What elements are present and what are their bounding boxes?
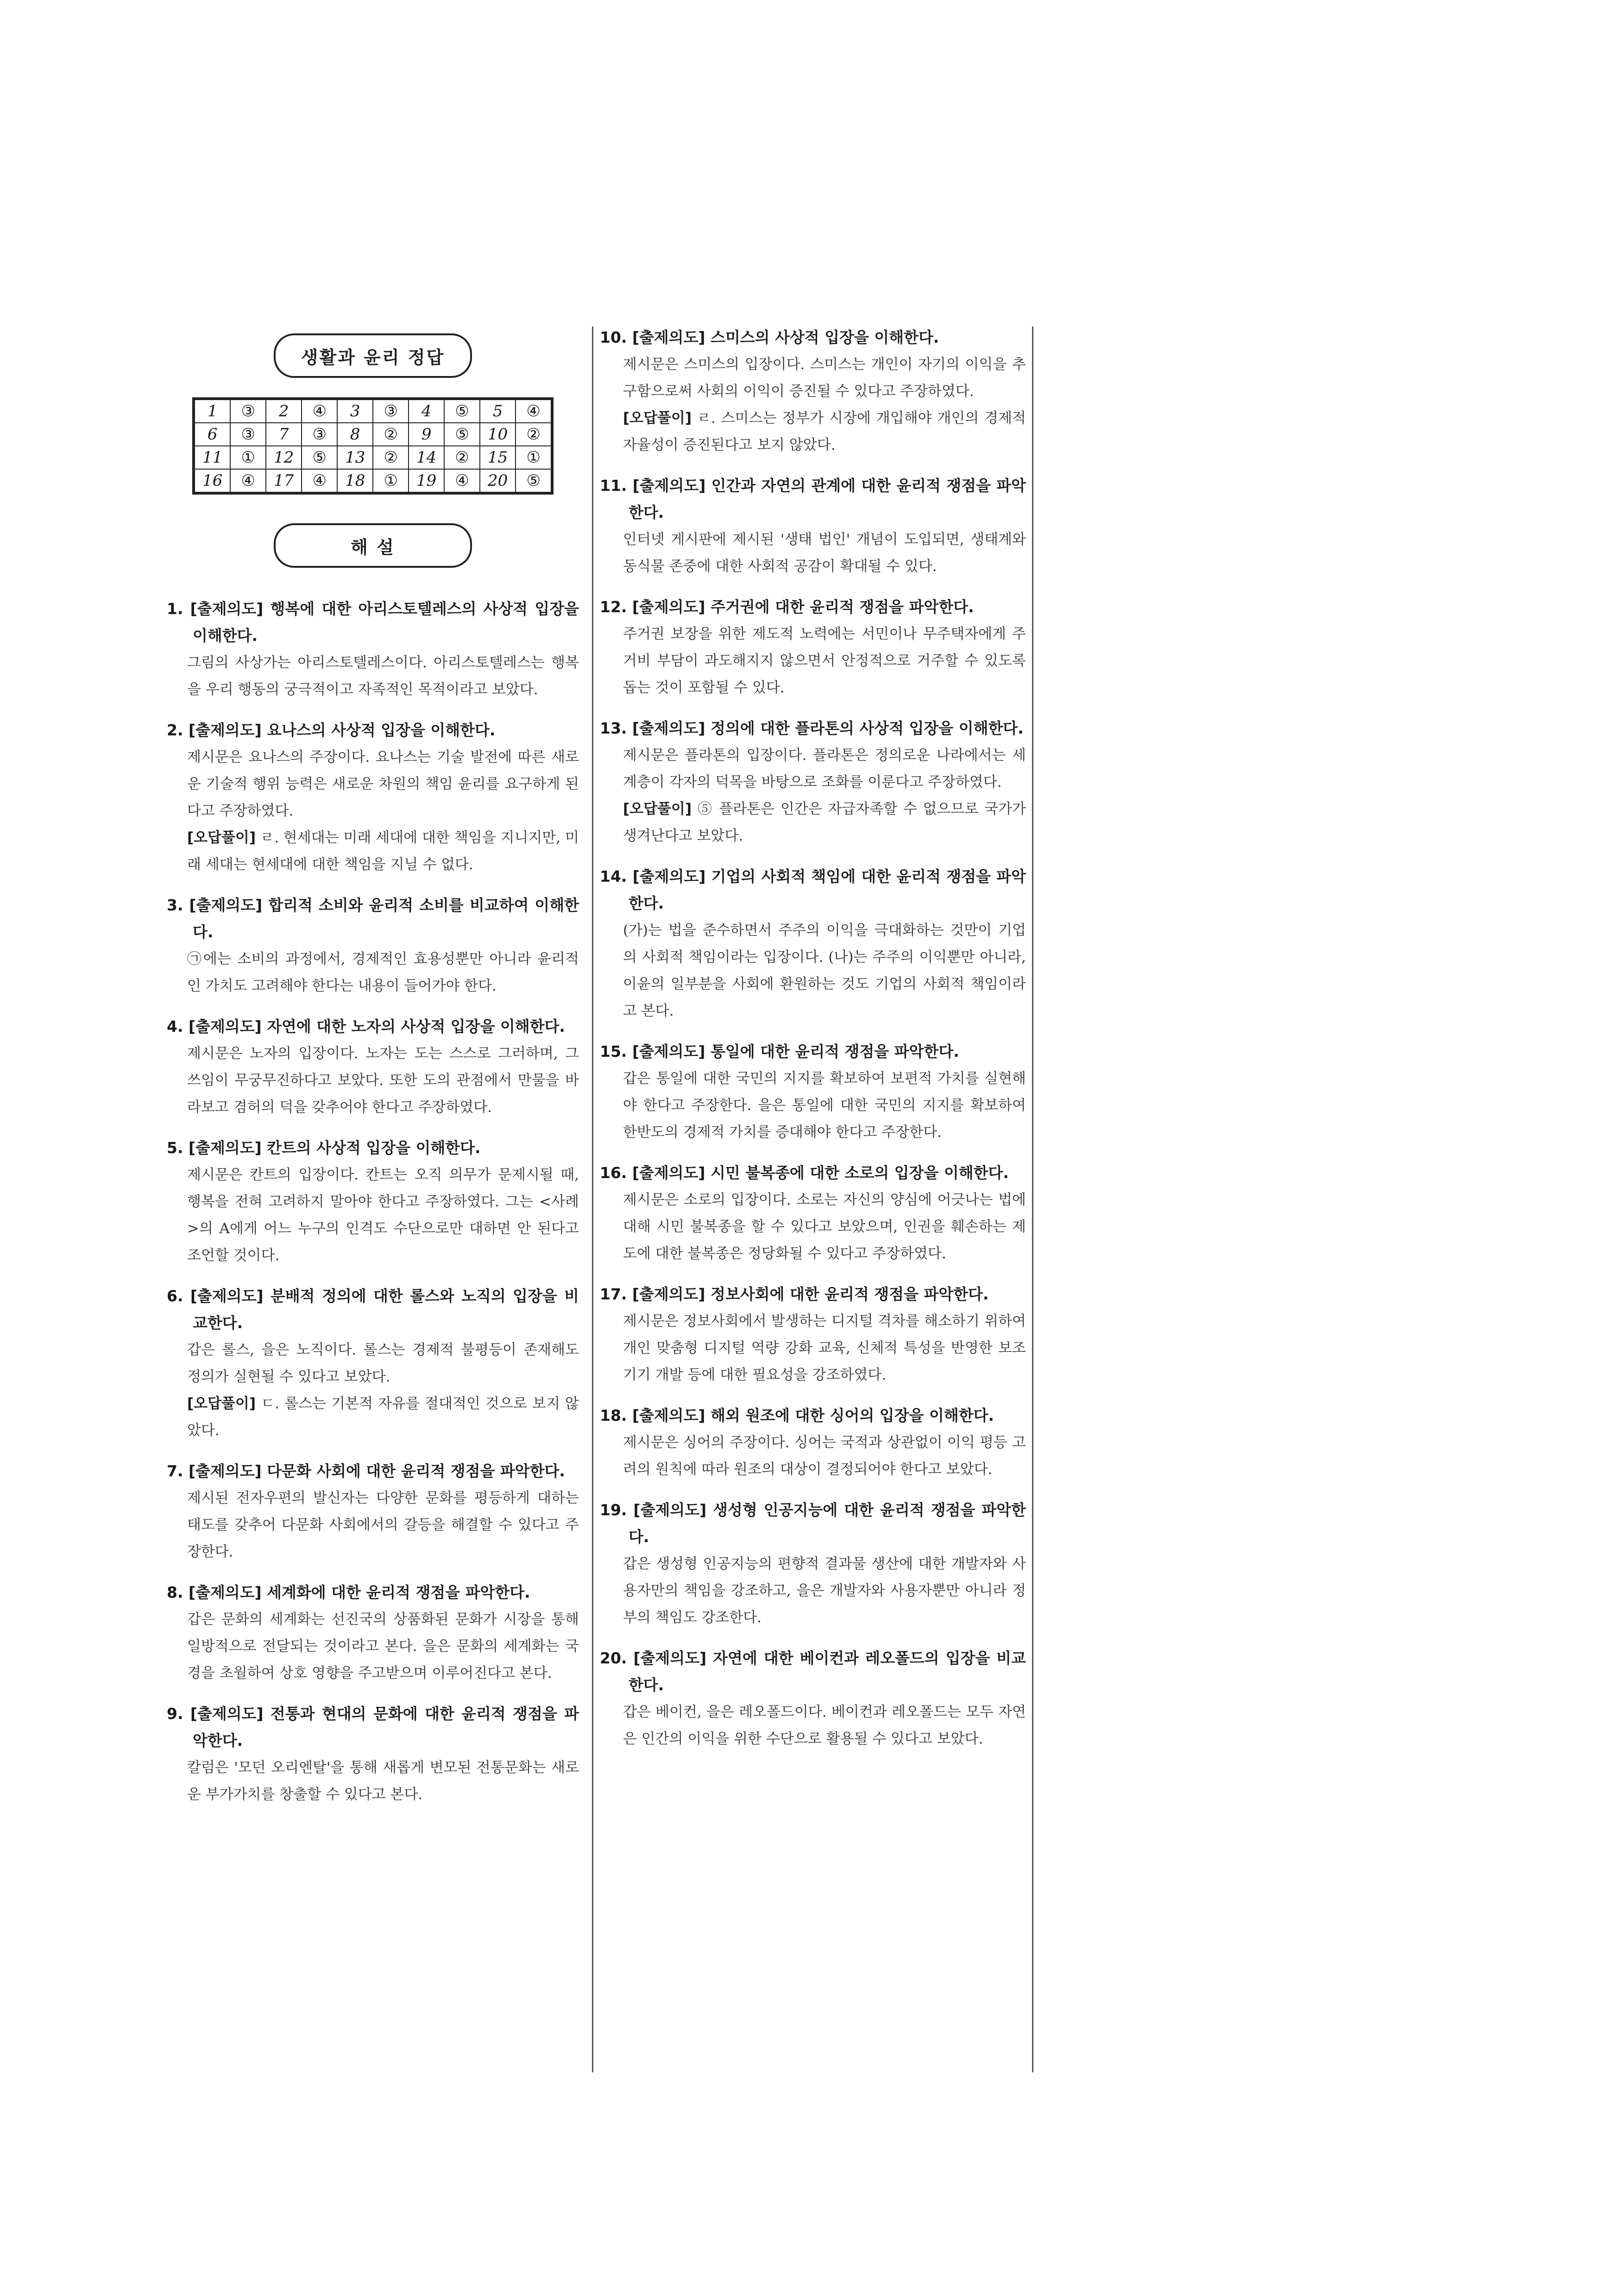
item-body: 제시된 전자우편의 발신자는 다양한 문화를 평등하게 대하는 태도를 갖추어 다문화 사회에서의 갈등을 해결할 수 있다고 주장한다. [187,1490,579,1560]
explanation-item [167,1579,579,1687]
answer-choice: ④ [516,399,552,423]
item-body: 칼럼은 '모던 오리엔탈'을 통해 새롭게 변모된 전통문화는 새로운 부가가치를 창출할 수 있다고 본다. [187,1759,579,1803]
column-divider [592,326,593,2072]
wrong-answer-text: ㄹ. 현세대는 미래 세대에 대한 책임을 지니지만, 미래 세대는 현세대에 대한 책임을 지닐 수 없다. [187,829,579,873]
item-body: 갑은 롤스, 을은 노직이다. 롤스는 경제적 불평등이 존재해도 정의가 실현될 수 있다고 보았다. [187,1342,579,1385]
explanation-item [600,1038,1026,1146]
item-body: (가)는 법을 준수하면서 주주의 이익을 극대화하는 것만이 기업의 사회적 책임이라는 입장이다. (나)는 주주의 이익뿐만 아니라, 이윤의 일부분을 사회에 환원하는 것도 기업의 사회적 책임이라고 본다. [623,922,1026,1019]
item-heading: 5. [출제의도] 칸트의 사상적 입장을 이해한다. [167,1139,481,1157]
answer-choice: ③ [230,423,266,446]
item-heading: 13. [출제의도] 정의에 대한 플라톤의 사상적 입장을 이해한다. [600,719,1024,737]
item-body: 제시문은 칸트의 입장이다. 칸트는 오직 의무가 문제시될 때, 행복을 전혀 고려하지 말아야 한다고 주장하였다. 그는 <사례>의 A에게 어느 누구의 인격도 수단으로만 대하면 안 된다고 조언할 것이다. [187,1167,579,1264]
explanation-item [600,1281,1026,1388]
wrong-answer-label: [오답풀이] [187,1395,256,1412]
explanation-item [167,1283,579,1444]
explanation-item [167,717,579,878]
item-heading: 1. [출제의도] 행복에 대한 아리스토텔레스의 사상적 입장을 이해한다. [167,600,579,645]
question-number: 11 [194,446,230,469]
explanation-title: 해 설 [274,523,472,568]
answer-choice: ② [444,446,480,469]
answer-choice: ① [230,446,266,469]
explanation-item [167,1458,579,1565]
item-heading: 12. [출제의도] 주거권에 대한 윤리적 쟁점을 파악한다. [600,598,974,616]
explanation-list-left [167,596,579,1808]
answer-choice: ② [373,446,409,469]
item-body: 갑은 생성형 인공지능의 편향적 결과물 생산에 대한 개발자와 사용자만의 책임을 강조하고, 을은 개발자와 사용자뿐만 아니라 정부의 책임도 강조한다. [623,1556,1026,1626]
explanation-item [600,594,1026,701]
answer-title: 생활과 윤리 정답 [274,333,472,378]
wrong-answer-note [600,796,1026,849]
question-number: 1 [194,399,230,423]
question-number: 5 [480,399,516,423]
explanation-item [600,472,1026,580]
explanation-list-right [600,324,1026,1752]
item-heading: 14. [출제의도] 기업의 사회적 책임에 대한 윤리적 쟁점을 파악한다. [600,867,1026,912]
wrong-answer-note [167,824,579,878]
item-body: 갑은 통일에 대한 국민의 지지를 확보하여 보편적 가치를 실현해야 한다고 주장한다. 을은 통일에 대한 국민의 지지를 확보하여 한반도의 경제적 가치를 증대해야 한다고 주장한다. [623,1070,1026,1141]
explanation-item [600,1645,1026,1752]
item-heading: 7. [출제의도] 다문화 사회에 대한 윤리적 쟁점을 파악한다. [167,1462,565,1480]
question-number: 13 [337,446,373,469]
question-number: 6 [194,423,230,446]
item-heading: 18. [출제의도] 해외 원조에 대한 싱어의 입장을 이해한다. [600,1406,994,1424]
explanation-item [600,1160,1026,1267]
item-body: 제시문은 싱어의 주장이다. 싱어는 국적과 상관없이 이익 평등 고려의 원칙에 따라 원조의 대상이 결정되어야 한다고 보았다. [623,1434,1026,1478]
item-heading: 9. [출제의도] 전통과 현대의 문화에 대한 윤리적 쟁점을 파악한다. [167,1705,579,1750]
item-heading: 11. [출제의도] 인간과 자연의 관계에 대한 윤리적 쟁점을 파악한다. [600,477,1026,521]
explanation-item [600,1497,1026,1631]
item-heading: 19. [출제의도] 생성형 인공지능에 대한 윤리적 쟁점을 파악한다. [600,1501,1026,1546]
question-number: 8 [337,423,373,446]
item-heading: 2. [출제의도] 요나스의 사상적 입장을 이해한다. [167,721,496,739]
explanation-item [167,892,579,999]
item-body: 제시문은 소로의 입장이다. 소로는 자신의 양심에 어긋나는 법에 대해 시민 불복종을 할 수 있다고 보았으며, 인권을 훼손하는 제도에 대한 불복종은 정당화될 수 있다고 주장하였다. [623,1192,1026,1262]
wrong-answer-label: [오답풀이] [187,829,256,846]
item-heading: 8. [출제의도] 세계화에 대한 윤리적 쟁점을 파악한다. [167,1583,530,1601]
wrong-answer-text: ⑤ 플라톤은 인간은 자급자족할 수 없으므로 국가가 생겨난다고 보았다. [623,801,1026,844]
answer-choice: ② [516,423,552,446]
answer-choice: ⑤ [444,423,480,446]
answer-choice: ⑤ [516,469,552,493]
wrong-answer-label: [오답풀이] [623,410,692,427]
question-number: 2 [266,399,302,423]
item-heading: 10. [출제의도] 스미스의 사상적 입장을 이해한다. [600,328,939,346]
item-heading: 17. [출제의도] 정보사회에 대한 윤리적 쟁점을 파악한다. [600,1285,989,1303]
item-body: 그림의 사상가는 아리스토텔레스이다. 아리스토텔레스는 행복을 우리 행동의 궁극적이고 자족적인 목적이라고 보았다. [187,654,579,698]
answer-choice: ⑤ [302,446,337,469]
question-number: 16 [194,469,230,493]
item-body: 제시문은 스미스의 입장이다. 스미스는 개인이 자기의 이익을 추구함으로써 사회의 이익이 증진될 수 있다고 주장하였다. [623,356,1026,400]
item-body: 갑은 문화의 세계화는 선진국의 상품화된 문화가 시장을 통해 일방적으로 전달되는 것이라고 본다. 을은 문화의 세계화는 국경을 초월하여 상호 영향을 주고받으며 이루어진다고 본다. [187,1611,579,1681]
item-body: 제시문은 플라톤의 입장이다. 플라톤은 정의로운 나라에서는 세 계층이 각자의 덕목을 바탕으로 조화를 이룬다고 주장하였다. [623,747,1026,790]
left-column [167,324,579,1808]
question-number: 12 [266,446,302,469]
item-body: 인터넷 게시판에 제시된 '생태 법인' 개념이 도입되면, 생태계와 동식물 존중에 대한 사회적 공감이 확대될 수 있다. [623,531,1026,575]
explanation-item [167,1135,579,1269]
answer-choice: ③ [302,423,337,446]
explanation-item [600,863,1026,1024]
item-heading: 6. [출제의도] 분배적 정의에 대한 롤스와 노직의 입장을 비교한다. [167,1287,579,1332]
answer-choice: ④ [302,399,337,423]
answer-choice: ④ [230,469,266,493]
question-number: 4 [409,399,444,423]
right-column [600,324,1026,1752]
question-number: 19 [409,469,444,493]
wrong-answer-label: [오답풀이] [623,801,692,817]
explanation-item [167,1013,579,1121]
question-number: 7 [266,423,302,446]
answer-row [194,446,552,469]
answer-choice: ① [516,446,552,469]
answer-choice: ④ [444,469,480,493]
answer-choice: ② [373,423,409,446]
wrong-answer-note [167,1390,579,1444]
answer-choice: ⑤ [444,399,480,423]
item-body: 제시문은 요나스의 주장이다. 요나스는 기술 발전에 따른 새로운 기술적 행위 능력은 새로운 차원의 책임 윤리를 요구하게 된다고 주장하였다. [187,749,579,819]
item-heading: 16. [출제의도] 시민 불복종에 대한 소로의 입장을 이해한다. [600,1164,1009,1182]
item-heading: 15. [출제의도] 통일에 대한 윤리적 쟁점을 파악한다. [600,1042,959,1060]
explanation-item [600,1402,1026,1483]
answer-row [194,469,552,493]
wrong-answer-text: ㄷ. 롤스는 기본적 자유를 절대적인 것으로 보지 않았다. [187,1395,579,1439]
question-number: 14 [409,446,444,469]
question-number: 18 [337,469,373,493]
question-number: 9 [409,423,444,446]
explanation-item [600,324,1026,458]
item-body: ㉠에는 소비의 과정에서, 경제적인 효용성뿐만 아니라 윤리적인 가치도 고려해야 한다는 내용이 들어가야 한다. [187,951,579,994]
answer-choice: ③ [373,399,409,423]
question-number: 15 [480,446,516,469]
right-margin-rule [1032,326,1033,2072]
item-heading: 20. [출제의도] 자연에 대한 베이컨과 레오폴드의 입장을 비교한다. [600,1649,1026,1694]
item-body: 갑은 베이컨, 을은 레오폴드이다. 베이컨과 레오폴드는 모두 자연은 인간의 이익을 위한 수단으로 활용될 수 있다고 보았다. [623,1704,1026,1747]
question-number: 17 [266,469,302,493]
question-number: 3 [337,399,373,423]
explanation-item [600,715,1026,849]
answer-row [194,423,552,446]
answer-choice: ③ [230,399,266,423]
item-heading: 4. [출제의도] 자연에 대한 노자의 사상적 입장을 이해한다. [167,1017,565,1035]
item-heading: 3. [출제의도] 합리적 소비와 윤리적 소비를 비교하여 이해한다. [167,896,579,941]
item-body: 제시문은 정보사회에서 발생하는 디지털 격차를 해소하기 위하여 개인 맞춤형 디지털 역량 강화 교육, 신체적 특성을 반영한 보조 기기 개발 등에 대한 필요성을 강조하였다. [623,1313,1026,1383]
question-number: 10 [480,423,516,446]
item-body: 제시문은 노자의 입장이다. 노자는 도는 스스로 그러하며, 그 쓰임이 무궁무진하다고 보았다. 또한 도의 관점에서 만물을 바라보고 겸허의 덕을 갖추어야 한다고 주장하였다. [187,1045,579,1116]
answer-choice: ① [373,469,409,493]
question-number: 20 [480,469,516,493]
explanation-item [167,596,579,703]
answer-choice: ④ [302,469,337,493]
wrong-answer-note [600,405,1026,458]
wrong-answer-text: ㄹ. 스미스는 정부가 시장에 개입해야 개인의 경제적 자율성이 증진된다고 보지 않았다. [623,410,1026,453]
answer-table [192,397,554,495]
answer-row [194,399,552,423]
item-body: 주거권 보장을 위한 제도적 노력에는 서민이나 무주택자에게 주거비 부담이 과도해지지 않으면서 안정적으로 거주할 수 있도록 돕는 것이 포함될 수 있다. [623,626,1026,696]
explanation-item [167,1700,579,1808]
